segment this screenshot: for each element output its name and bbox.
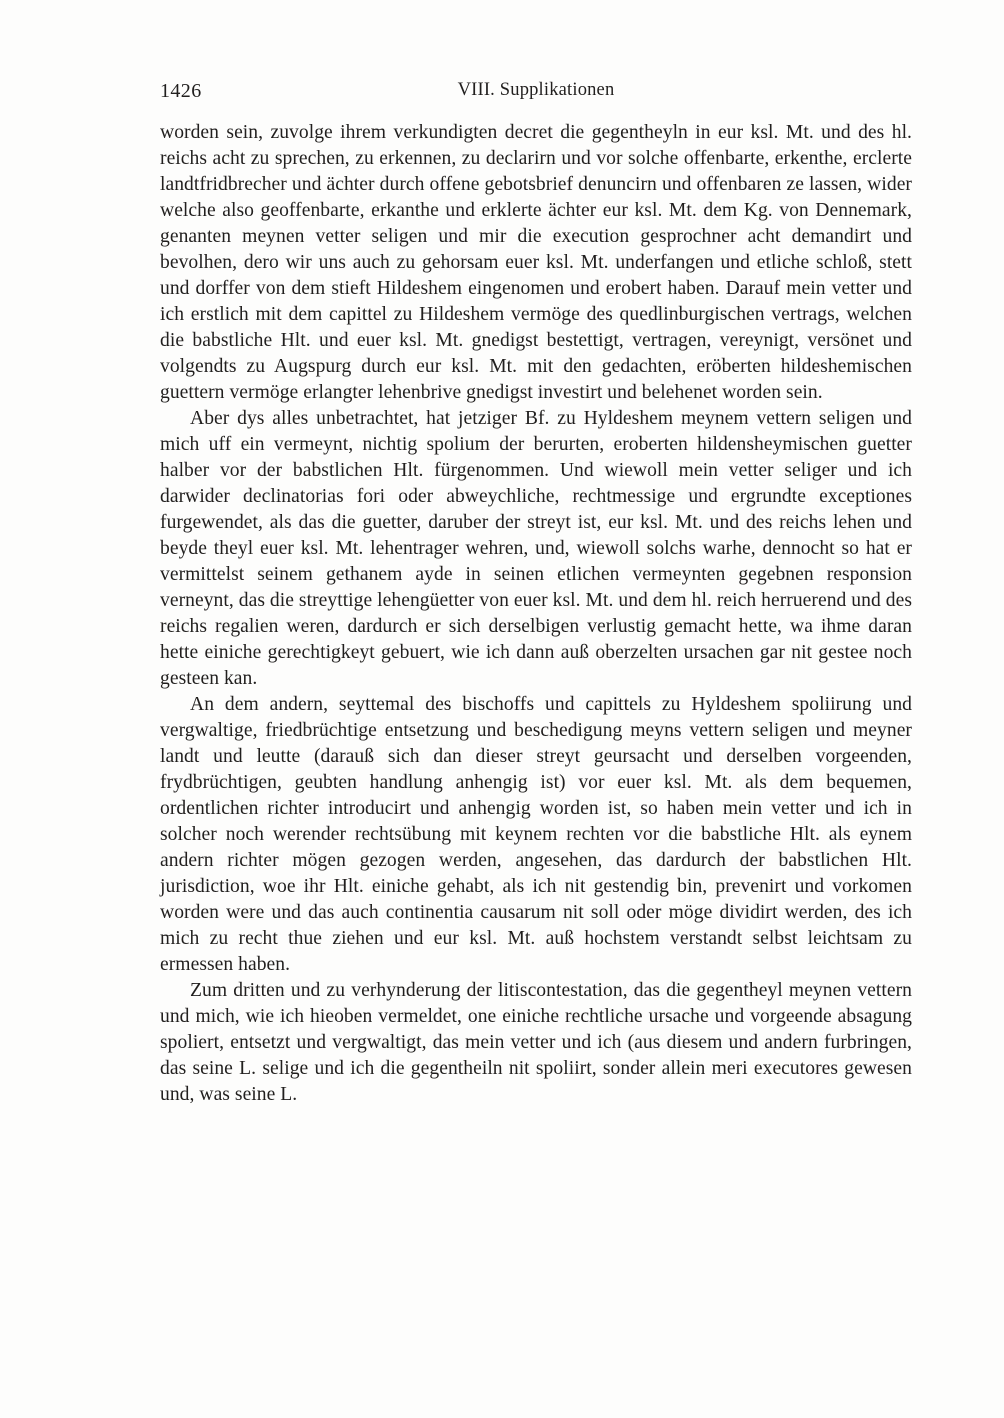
page-header — [160, 80, 912, 108]
page-number: 1426 — [160, 80, 202, 102]
running-title: VIII. Supplikationen — [457, 80, 615, 100]
paragraph: Zum dritten und zu verhynderung der litiscontestation, das die gegentheyl meynen vettern und mich, wie ich hieoben vermeldet, one einiche rechtliche ursache und vorgeende absagung spoliert, entsetzt und vergwaltigt, das mein vetter und ich (aus diesem und andern furbringen, das seine L. selige und ich die gegentheiln nit spoliirt, sonder allein meri executores gewesen und, was seine L. — [160, 980, 912, 1105]
body-text — [160, 120, 912, 1108]
paragraph: An dem andern, seyttemal des bischoffs und capittels zu Hyldeshem spoliirung und vergwaltige, friedbrüchtige entsetzung und beschedigung meyns vettern seligen und meyner landt und leutte (darauß sich dan dieser streyt geursacht und derselben vorgeenden, frydbrüchtigen, geubten handlung anhengig ist) vor euer ksl. Mt. als dem bequemen, ordentlichen richter introducirt und anhengig worden ist, so haben mein vetter und ich in solcher noch werender rechtsübung mit keynem rechten vor die babstliche Hlt. als eynem andern richter mögen gezogen werden, angesehen, das dardurch der babstlichen Hlt. jurisdiction, woe ihr Hlt. einiche gehabt, als ich nit gestendig bin, prevenirt und vorkomen worden were und das auch continentia causarum nit soll oder möge dividirt werden, des ich mich zu recht thue ziehen und eur ksl. Mt. auß hochstem verstandt selbst leichtsam zu ermessen haben. — [160, 694, 912, 975]
paragraph: Aber dys alles unbetrachtet, hat jetziger Bf. zu Hyldeshem meynem vettern seligen und mich uff ein vermeynt, nichtig spolium der berurten, eroberten hildensheymischen guetter halber vor der babstlichen Hlt. fürgenommen. Und wiewoll mein vetter seliger und ich darwider declinatorias fori oder abweychliche, rechtmessige und ergrundte exceptiones furgewendet, als das die guetter, daruber der streyt ist, eur ksl. Mt. und des reichs lehen und beyde theyl euer ksl. Mt. lehentrager wehren, und, wiewoll solchs warhe, dennocht so hat er vermittelst seinem gethanem ayde in seinen etlichen vermeynten gegebnen responsion verneynt, das die streyttige lehengüetter von euer ksl. Mt. und dem hl. reich herruerend und des reichs regalien weren, dardurch er sich derselbigen verlustig gemacht hette, wa ihme daran hette einiche gerechtigkeyt gebuert, wie ich dann auß oberzelten ursachen gar nit gestee noch gesteen kan. — [160, 408, 912, 689]
paragraph-continuation: worden sein, zuvolge ihrem verkundigten decret die gegentheyln in eur ksl. Mt. und des hl. reichs acht zu sprechen, zu erkennen, zu declarirn und vor solche offenbarte, erkenthe, erclerte landtfridbrecher und ächter durch offene gebotsbrief denuncirn und offenbaren ze lassen, wider welche also geoffenbarte, erkanthe und erklerte ächter eur ksl. Mt. dem Kg. von Dennemark, genanten meynen vetter seligen und mir die execution gesprochner acht demandirt und bevolhen, dero wir uns auch zu gehorsam euer ksl. Mt. underfangen und etliche schloß, stett und dorffer von dem stieft Hildeshem eingenomen und erobert haben. Darauf mein vetter und ich erstlich mit dem capittel zu Hildeshem vermöge des quedlinburgischen vertrags, welchen die babstliche Hlt. und euer ksl. Mt. gnedigst bestettigt, vertragen, vereynigt, versönet und volgendts zu Augspurg durch eur ksl. Mt. mit den gedachten, eröberten hildeshemischen guettern vermöge erlangter lehenbrive gnedigst investirt und belehenet worden sein. — [160, 122, 912, 403]
text-column — [160, 80, 912, 1108]
